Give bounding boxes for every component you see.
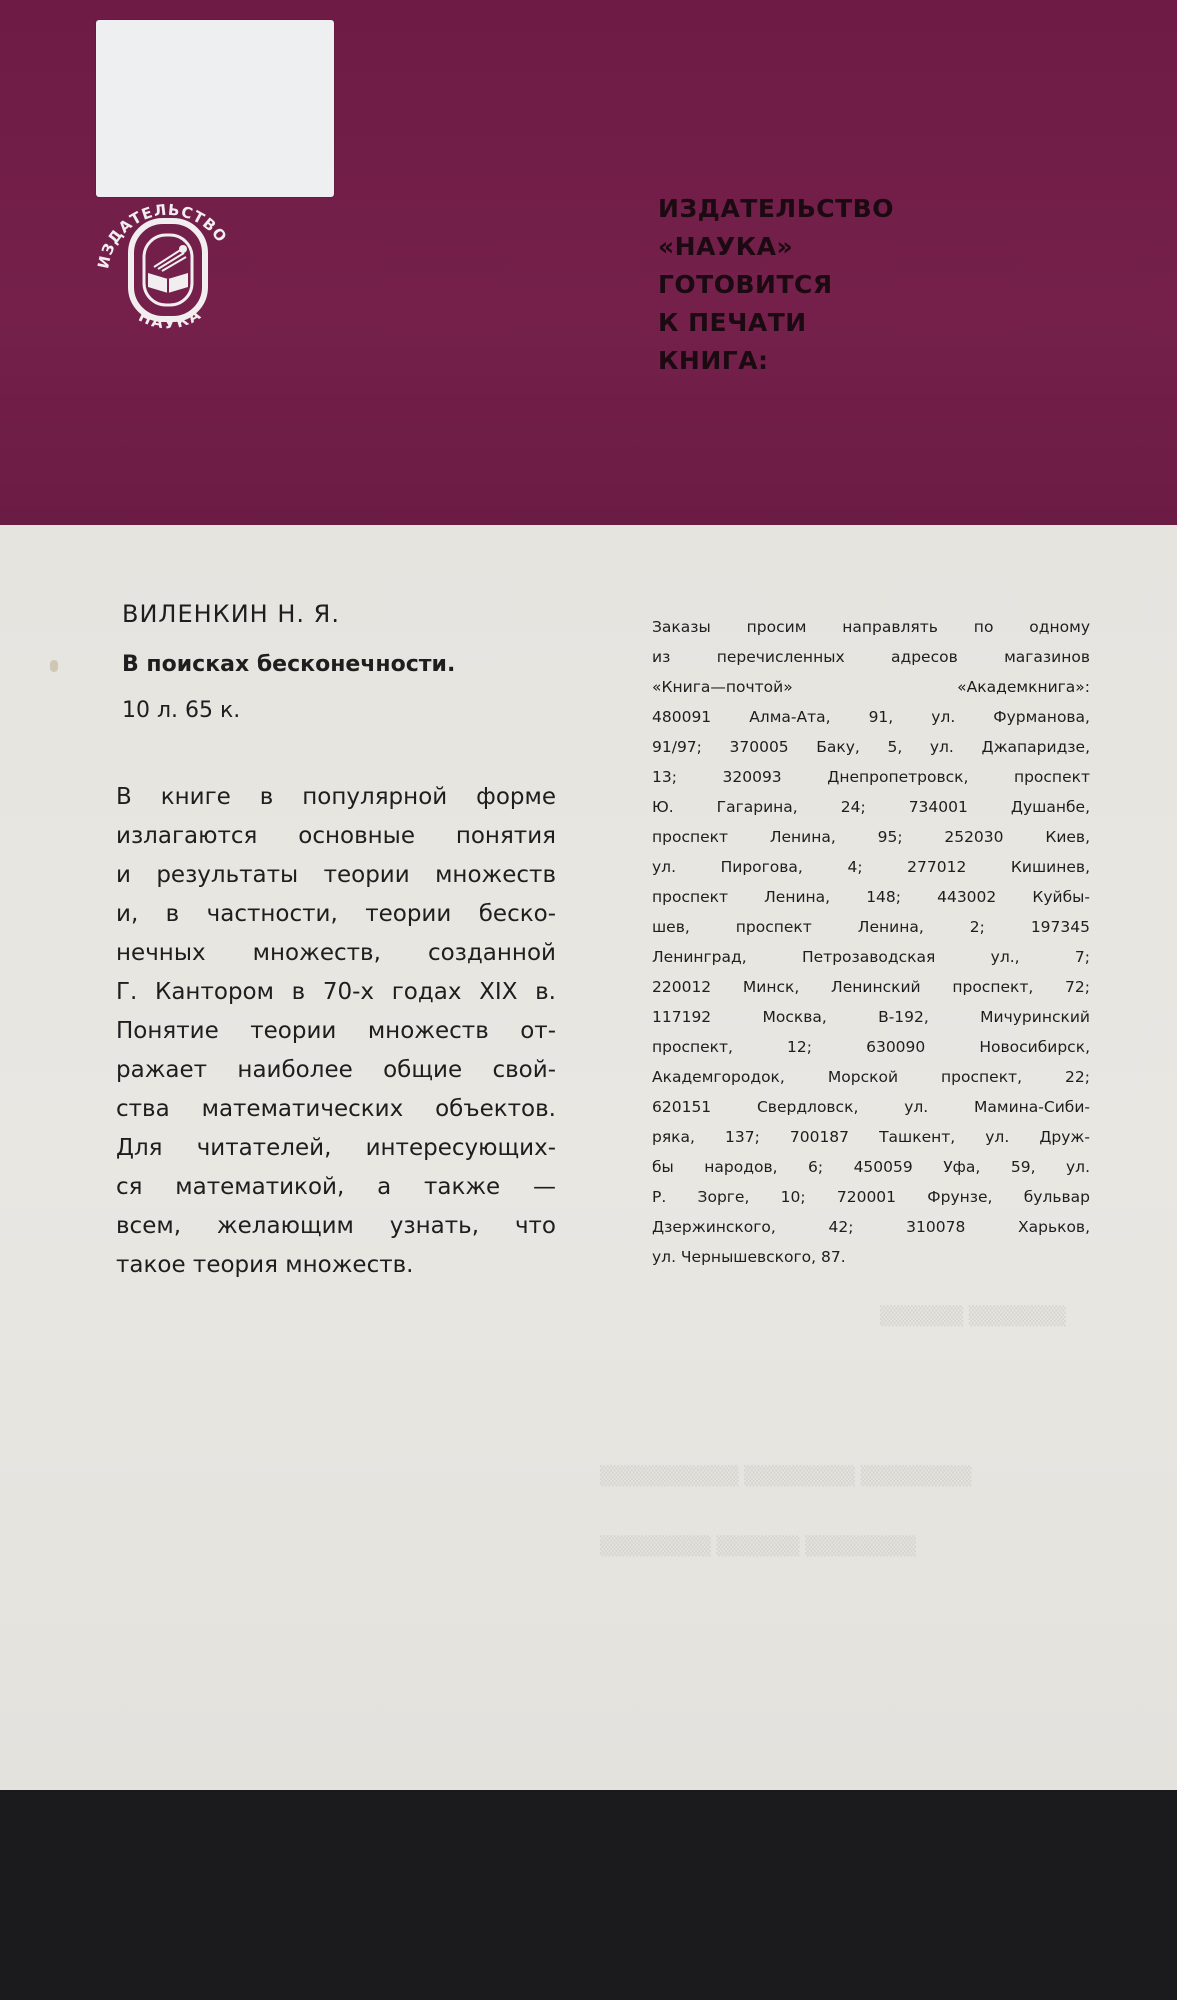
order-line: ул. Чернышевского, 87.: [652, 1248, 846, 1266]
order-line: «Книга—почтой» «Академкнига»:: [652, 678, 1090, 696]
svg-text:ИЗДАТЕЛЬСТВО: ИЗДАТЕЛЬСТВО: [94, 200, 231, 271]
description-line: и, в частности, теории беско-: [116, 901, 556, 927]
order-line: Ленинград, Петрозаводская ул., 7;: [652, 948, 1090, 966]
order-line: ул. Пирогова, 4; 277012 Кишинев,: [652, 858, 1090, 876]
order-line: 620151 Свердловск, ул. Мамина-Сиби-: [652, 1098, 1090, 1116]
paper-speck: [50, 660, 58, 672]
book-price: 10 л. 65 к.: [122, 698, 241, 723]
publisher-emblem-icon: [88, 183, 248, 358]
order-line: 13; 320093 Днепропетровск, проспект: [652, 768, 1090, 786]
description-line: всем, желающим узнать, что: [116, 1213, 556, 1239]
order-line: 480091 Алма-Ата, 91, ул. Фурманова,: [652, 708, 1090, 726]
announcement-line: ГОТОВИТСЯ: [658, 270, 833, 299]
order-line: проспект Ленина, 148; 443002 Куйбы-: [652, 888, 1090, 906]
announcement-line: «НАУКА»: [658, 232, 794, 261]
description-line: ся математикой, а также —: [116, 1174, 556, 1200]
order-addresses: [652, 612, 1090, 1272]
book-title: В поисках бесконечности.: [122, 652, 456, 677]
show-through-text: ▒▒▒▒▒▒▒▒ ▒▒▒▒▒▒ ▒▒▒▒▒▒▒▒: [600, 1536, 916, 1557]
order-line: бы народов, 6; 450059 Уфа, 59, ул.: [652, 1158, 1090, 1176]
description-line: ражает наиболее общие свой-: [116, 1057, 556, 1083]
order-line: 91/97; 370005 Баку, 5, ул. Джапаридзе,: [652, 738, 1090, 756]
order-line: 220012 Минск, Ленинский проспект, 72;: [652, 978, 1090, 996]
announcement-line: К ПЕЧАТИ: [658, 308, 807, 337]
blank-sticker: [96, 20, 334, 197]
order-line: Академгородок, Морской проспект, 22;: [652, 1068, 1090, 1086]
description-line: Для читателей, интересующих-: [116, 1135, 556, 1161]
order-line: Дзержинского, 42; 310078 Харьков,: [652, 1218, 1090, 1236]
announcement-line: ИЗДАТЕЛЬСТВО: [658, 194, 894, 223]
description-line: излагаются основные понятия: [116, 823, 556, 849]
book-description: [116, 778, 556, 1285]
order-line: проспект Ленина, 95; 252030 Киев,: [652, 828, 1090, 846]
description-line: нечных множеств, созданной: [116, 940, 556, 966]
description-line: такое теория множеств.: [116, 1252, 414, 1278]
cover-bottom-band: [0, 1790, 1177, 2000]
announcement-line: КНИГА:: [658, 346, 769, 375]
order-line: проспект, 12; 630090 Новосибирск,: [652, 1038, 1090, 1056]
description-line: Г. Кантором в 70-х годах XIX в.: [116, 979, 556, 1005]
show-through-text: ▒▒▒▒▒▒ ▒▒▒▒▒▒▒: [880, 1306, 1066, 1327]
order-line: Заказы просим направлять по одному: [652, 618, 1090, 636]
description-line: Понятие теории множеств от-: [116, 1018, 556, 1044]
description-line: ства математических объектов.: [116, 1096, 556, 1122]
order-line: ряка, 137; 700187 Ташкент, ул. Друж-: [652, 1128, 1090, 1146]
order-line: Ю. Гагарина, 24; 734001 Душанбе,: [652, 798, 1090, 816]
book-author: ВИЛЕНКИН Н. Я.: [122, 600, 340, 628]
description-line: и результаты теории множеств: [116, 862, 556, 888]
order-line: из перечисленных адресов магазинов: [652, 648, 1090, 666]
announcement-heading: [658, 190, 894, 380]
show-through-text: ▒▒▒▒▒▒▒▒▒▒ ▒▒▒▒▒▒▒▒ ▒▒▒▒▒▒▒▒: [600, 1466, 972, 1487]
description-line: В книге в популярной форме: [116, 784, 556, 810]
order-line: 117192 Москва, В-192, Мичуринский: [652, 1008, 1090, 1026]
svg-text:НАУКА: НАУКА: [135, 304, 206, 333]
order-line: Р. Зорге, 10; 720001 Фрунзе, бульвар: [652, 1188, 1090, 1206]
order-line: шев, проспект Ленина, 2; 197345: [652, 918, 1090, 936]
